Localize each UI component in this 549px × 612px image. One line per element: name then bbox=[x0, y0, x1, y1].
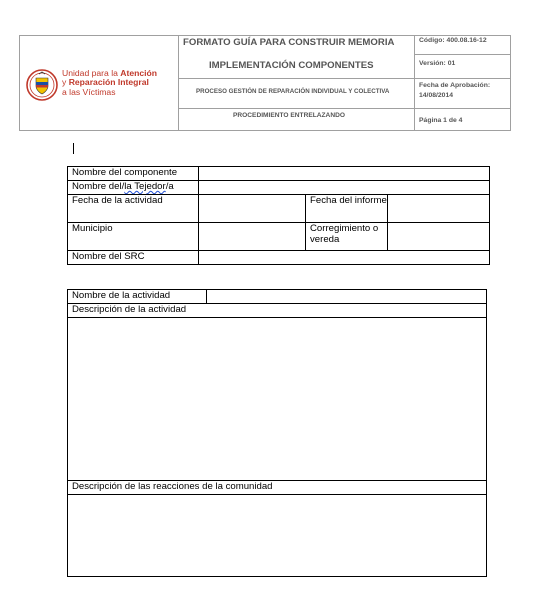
weaver-name-field[interactable] bbox=[199, 181, 490, 195]
component-name-label: Nombre del componente bbox=[68, 167, 199, 181]
document-code: Código: 400.08.16-12 bbox=[419, 37, 487, 44]
community-reactions-label: Descripción de las reacciones de la comunidad bbox=[68, 481, 487, 495]
approval-date-label: Fecha de Aprobación: bbox=[419, 82, 491, 89]
approval-date: 14/08/2014 bbox=[419, 92, 454, 99]
district-label: Corregimiento o vereda bbox=[306, 223, 388, 251]
weaver-name-label: Nombre del/la Tejedor/a bbox=[68, 181, 199, 195]
activity-date-label: Fecha de la actividad bbox=[68, 195, 199, 223]
activity-date-field[interactable] bbox=[199, 195, 306, 223]
component-name-field[interactable] bbox=[199, 167, 490, 181]
organization-name: Unidad para la Atención y Reparación Integral a las Víctimas bbox=[62, 68, 158, 97]
procedure-name: PROCEDIMIENTO ENTRELAZANDO bbox=[233, 112, 345, 119]
text-cursor bbox=[73, 143, 74, 154]
district-field[interactable] bbox=[388, 223, 490, 251]
document-version: Versión: 01 bbox=[419, 60, 456, 67]
page-number: Página 1 de 4 bbox=[419, 117, 463, 124]
activity-table bbox=[67, 289, 487, 577]
document-subtitle: IMPLEMENTACIÓN COMPONENTES bbox=[209, 60, 374, 71]
document-title: FORMATO GUÍA PARA CONSTRUIR MEMORIA bbox=[183, 37, 395, 48]
municipality-field[interactable] bbox=[199, 223, 306, 251]
community-reactions-field[interactable] bbox=[68, 495, 487, 577]
activity-description-field[interactable] bbox=[68, 318, 487, 481]
activity-name-field[interactable] bbox=[207, 290, 487, 304]
process-name: PROCESO GESTIÓN DE REPARACIÓN INDIVIDUAL Y COLECTIVA bbox=[196, 88, 390, 95]
coat-of-arms-icon bbox=[26, 68, 58, 102]
src-name-field[interactable] bbox=[199, 251, 490, 265]
activity-name-label: Nombre de la actividad bbox=[68, 290, 207, 304]
activity-description-label: Descripción de la actividad bbox=[68, 304, 487, 318]
organization-logo bbox=[26, 68, 166, 102]
municipality-label: Municipio bbox=[68, 223, 199, 251]
report-date-label: Fecha del informe bbox=[306, 195, 388, 223]
report-date-field[interactable] bbox=[388, 195, 490, 223]
component-info-table bbox=[67, 166, 490, 265]
document-header bbox=[19, 35, 511, 131]
src-name-label: Nombre del SRC bbox=[68, 251, 199, 265]
